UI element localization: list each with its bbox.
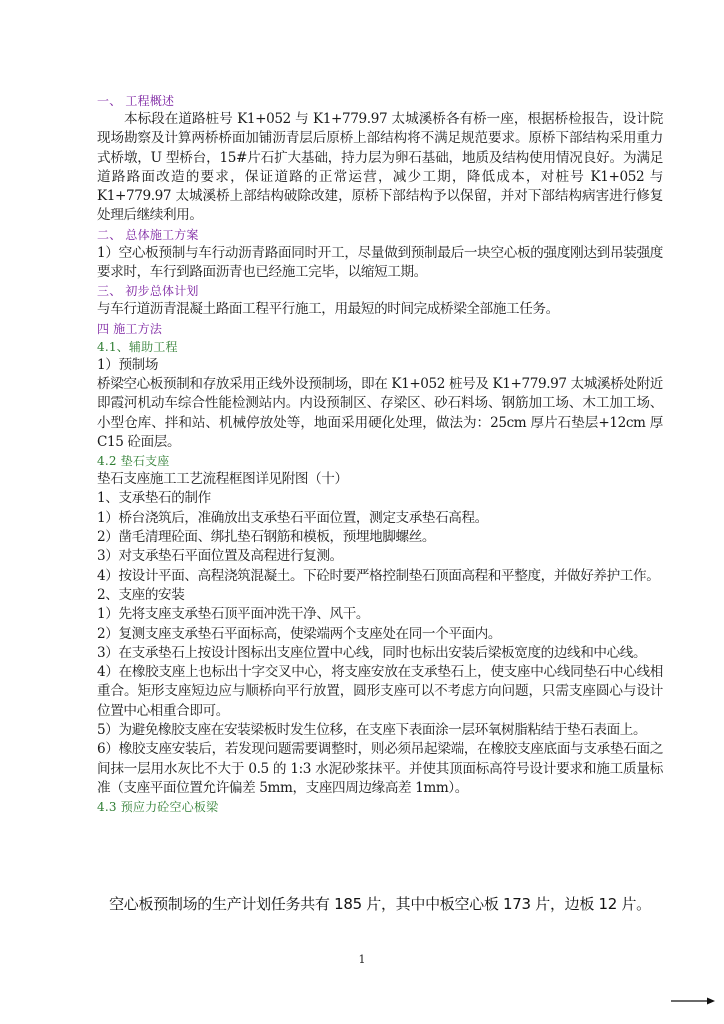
section-4-2-paragraph: 垫石支座施工工艺流程框图详见附图（十） xyxy=(97,471,348,488)
section-1-paragraph: 本标段在道路桩号 K1+052 与 K1+779.97 太城溪桥各有桥一座，根据桥检报告，设计院现场勘察及计算两桥桥面加铺沥青层后原桥上部结构将不满足规范要求。原桥下部结构采用重力式桥墩，U 型桥台，15#片石扩大基础，持力层为卵石基础，地质及结构使用情况良好。为满足道路路面改造的要求，保证道路的正常运营，减少工期，降低成本，对桩号 K1+052 与 K1+779.97 太城溪桥上部结构破除改建，原桥下部结构予以保留，并对下部结构病害进行修复处理后继续利用。 xyxy=(97,111,663,224)
section-4-2-subheading-1: 1、支承垫石的制作 xyxy=(97,490,211,507)
section-4-2-heading: 4.2 垫石支座 xyxy=(97,454,170,469)
section-4-1-heading: 4.1、辅助工程 xyxy=(97,339,178,354)
document-body xyxy=(97,92,663,816)
section-4-heading: 四 施工方法 xyxy=(97,321,163,336)
section-4-2-step: 3）在支承垫石上按设计图标出支座位置中心线，同时也标出安装后梁板宽度的边线和中心线。 xyxy=(97,644,647,661)
section-4-2-step: 1）桥台浇筑后，准确放出支承垫石平面位置，测定支承垫石高程。 xyxy=(97,509,488,526)
section-4-3-heading: 4.3 预应力砼空心板梁 xyxy=(97,800,219,815)
section-4-2-step: 3）对支承垫石平面位置及高程进行复测。 xyxy=(97,548,343,565)
section-4-2-step: 2）凿毛清理砼面、绑扎垫石钢筋和模板，预埋地脚螺丝。 xyxy=(97,529,436,546)
section-2-paragraph: 1）空心板预制与车行动沥青路面同时开工，尽量做到预制最后一块空心板的强度刚达到吊装强度要求时，车行到路面沥青也已经施工完毕，以缩短工期。 xyxy=(97,244,663,281)
production-summary: 空心板预制场的生产计划任务共有 185 片，其中中板空心板 173 片，边板 12 片。 xyxy=(109,895,651,913)
section-4-2-step: 4）按设计平面、高程浇筑混凝土。下砼时要严格控制垫石顶面高程和平整度，并做好养护工作。 xyxy=(97,567,660,584)
section-3-paragraph: 与车行道沥青混凝土路面工程平行施工，用最短的时间完成桥梁全部施工任务。 xyxy=(97,301,559,318)
arrow-right-icon xyxy=(671,997,715,1005)
section-4-2-step: 2）复测支座支承垫石平面标高，使梁端两个支座处在同一个平面内。 xyxy=(97,625,502,642)
section-4-2-step: 6）橡胶支座安装后，若发现问题需要调整时，则必须吊起梁端，在橡胶支座底面与支承垫石面之间抹一层用水灰比不大于 0.5 的 1:3 水泥砂浆抹平。并使其顶面标高符号设计要求和施工质量标准（支座平面位置允许偏差 5mm，支座四周边缘高差 1mm）。 xyxy=(97,741,663,796)
section-4-2-step: 1）先将支座支承垫石顶平面冲洗干净、风干。 xyxy=(97,606,370,623)
section-4-2-step: 4）在橡胶支座上也标出十字交叉中心，将支座安放在支承垫石上，使支座中心线同垫石中心线相重合。矩形支座短边应与顺桥向平行放置，圆形支座可以不考虑方向问题，只需支座圆心与设计位置中心相重合即可。 xyxy=(97,664,663,719)
section-4-2-step: 5）为避免橡胶支座在安装梁板时发生位移，在支座下表面涂一层环氧树脂粘结于垫石表面上。 xyxy=(97,722,647,739)
page-number: 1 xyxy=(358,953,366,966)
section-1-heading: 一、 工程概述 xyxy=(97,94,175,108)
section-3-heading: 三、 初步总体计划 xyxy=(97,284,199,299)
section-2-heading: 二、 总体施工方案 xyxy=(97,227,199,242)
section-4-1-item: 1）预制场 xyxy=(97,356,159,373)
section-4-1-paragraph: 桥梁空心板预制和存放采用正线外设预制场，即在 K1+052 桩号及 K1+779.97 太城溪桥处附近即霞河机动车综合性能检测站内。内设预制区、存梁区、砂石料场、钢筋加工场、木工加工场、小型仓库、拌和站、机械停放处等，地面采用硬化处理，做法为：25cm 厚片石垫层+12cm 厚 C15 砼面层。 xyxy=(97,375,663,450)
section-4-2-subheading-2: 2、支座的安装 xyxy=(97,586,185,603)
